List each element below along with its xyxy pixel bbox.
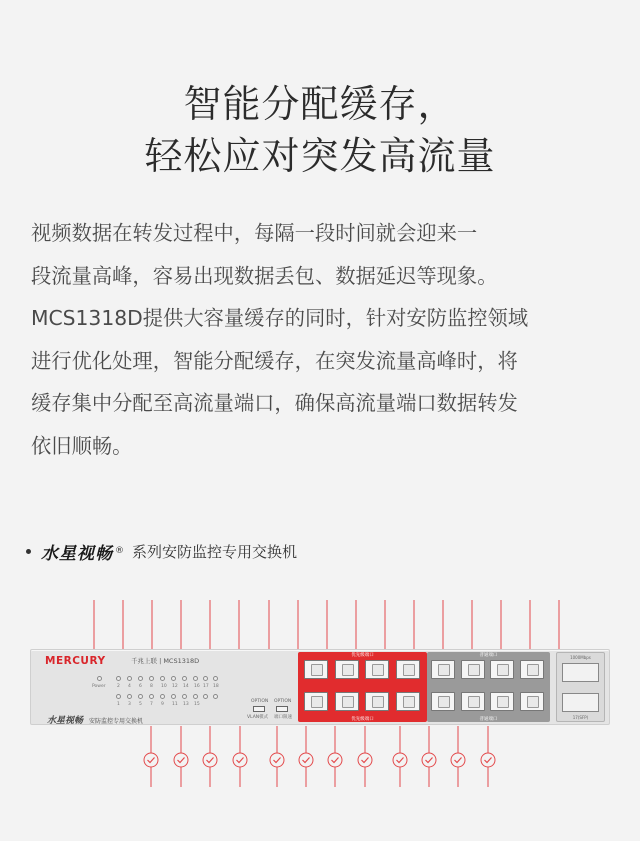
priority-port-block — [298, 652, 427, 722]
ethernet-port[interactable] — [461, 660, 485, 679]
port-led-icon — [160, 694, 165, 699]
port-number-label: 1 — [117, 702, 120, 707]
port-led-icon — [138, 694, 143, 699]
port-led-icon — [160, 676, 165, 681]
power-label: Power — [92, 684, 106, 689]
uplink-led-icon — [213, 676, 218, 681]
port-number-label: 3 — [128, 702, 131, 707]
sfp-port[interactable] — [562, 663, 599, 682]
port-number-label: 10 — [161, 684, 167, 689]
check-circle-icon — [270, 753, 284, 767]
check-circle-icon — [358, 753, 372, 767]
check-circle-icon — [144, 753, 158, 767]
port-led-icon — [127, 676, 132, 681]
registered-mark: ® — [115, 546, 124, 556]
description-line: 段流量高峰，容易出现数据丢包、数据延迟等现象。 — [31, 263, 498, 288]
uplink-led-icon — [213, 694, 218, 699]
priority-port-label: 优先级端口 — [351, 653, 374, 658]
description-line: 依旧顺畅。 — [31, 433, 133, 458]
option-2-label: OPTION — [274, 699, 292, 704]
port-led-icon — [127, 694, 132, 699]
option-1-sub: VLAN模式 — [247, 715, 269, 720]
ethernet-port[interactable] — [365, 692, 389, 711]
power-led-icon — [97, 676, 102, 681]
device-brand-name: 水星视畅 — [47, 716, 84, 726]
title-line-1: 智能分配缓存， — [183, 82, 457, 126]
port-number-label: 16 — [194, 684, 200, 689]
priority-port-label-bottom: 优先级端口 — [351, 717, 374, 722]
check-circle-icon — [328, 753, 342, 767]
check-circle-icon — [299, 753, 313, 767]
uplink-led-icon — [203, 694, 208, 699]
check-circle-icon — [393, 753, 407, 767]
sfp-block — [556, 652, 605, 722]
series-description: 系列安防监控专用交换机 — [132, 542, 298, 561]
sfp-bottom-label: 17(SFP) — [572, 715, 589, 720]
port-number-label: 12 — [172, 684, 178, 689]
ethernet-port[interactable] — [304, 692, 328, 711]
switch-device — [30, 649, 610, 725]
port-led-icon — [171, 694, 176, 699]
option-2-sub: 端口限速 — [274, 715, 292, 720]
ethernet-port[interactable] — [396, 692, 420, 711]
ethernet-port[interactable] — [396, 660, 420, 679]
ethernet-port[interactable] — [461, 692, 485, 711]
uplink-number-label: 18 — [213, 684, 219, 689]
option-1-button[interactable] — [253, 706, 265, 712]
port-number-label: 6 — [139, 684, 142, 689]
port-led-icon — [193, 694, 198, 699]
option-1-label: OPTION — [251, 699, 269, 704]
ethernet-port[interactable] — [365, 660, 389, 679]
sfp-port[interactable] — [562, 693, 599, 712]
port-led-icon — [171, 676, 176, 681]
port-led-icon — [138, 676, 143, 681]
uplink-led-icon — [203, 676, 208, 681]
title-line-2: 轻松应对突发高流量 — [144, 134, 496, 178]
port-number-label: 8 — [150, 684, 153, 689]
ethernet-port[interactable] — [520, 692, 544, 711]
ethernet-port[interactable] — [431, 692, 455, 711]
port-led-icon — [116, 694, 121, 699]
port-number-label: 9 — [161, 702, 164, 707]
device-model: 千兆上联 | MCS1318D — [131, 657, 200, 665]
normal-port-label: 普通端口 — [479, 653, 498, 658]
port-number-label: 15 — [194, 702, 200, 707]
port-number-label: 7 — [150, 702, 153, 707]
check-circle-icon — [203, 753, 217, 767]
ethernet-port[interactable] — [490, 660, 514, 679]
ethernet-port[interactable] — [304, 660, 328, 679]
port-number-label: 13 — [183, 702, 189, 707]
description-line: 缓存集中分配至高流量端口，确保高流量端口数据转发 — [31, 391, 518, 415]
port-led-icon — [116, 676, 121, 681]
port-led-icon — [149, 694, 154, 699]
port-led-icon — [182, 694, 187, 699]
description-line: MCS1318D提供大容量缓存的同时，针对安防监控领域 — [31, 306, 529, 330]
device-brand — [47, 713, 143, 726]
port-led-icon — [182, 676, 187, 681]
check-circle-icon — [233, 753, 247, 767]
port-number-label: 11 — [172, 702, 178, 707]
check-circle-icon — [422, 753, 436, 767]
port-number-label: 2 — [117, 684, 120, 689]
port-number-label: 14 — [183, 684, 189, 689]
normal-port-label-bottom: 普通端口 — [479, 717, 498, 722]
port-number-label: 4 — [128, 684, 131, 689]
ethernet-port[interactable] — [335, 692, 359, 711]
option-2-button[interactable] — [276, 706, 288, 712]
mercury-logo: MERCURY — [45, 655, 106, 667]
sfp-top-label: 1000Mbps — [570, 655, 591, 660]
series-brand: 水星视畅 — [41, 543, 113, 564]
description-line: 进行优化处理，智能分配缓存，在突发流量高峰时，将 — [31, 348, 518, 373]
port-number-label: 5 — [139, 702, 142, 707]
check-circle-icon — [481, 753, 495, 767]
uplink-number-label: 17 — [203, 684, 209, 689]
ethernet-port[interactable] — [520, 660, 544, 679]
normal-port-block — [427, 652, 550, 722]
device-brand-desc: 安防监控专用交换机 — [89, 718, 144, 725]
check-circle-icon — [174, 753, 188, 767]
check-circle-icon — [451, 753, 465, 767]
description-line: 视频数据在转发过程中，每隔一段时间就会迎来一 — [31, 221, 478, 245]
ethernet-port[interactable] — [490, 692, 514, 711]
ethernet-port[interactable] — [335, 660, 359, 679]
port-led-icon — [149, 676, 154, 681]
port-led-icon — [193, 676, 198, 681]
ethernet-port[interactable] — [431, 660, 455, 679]
